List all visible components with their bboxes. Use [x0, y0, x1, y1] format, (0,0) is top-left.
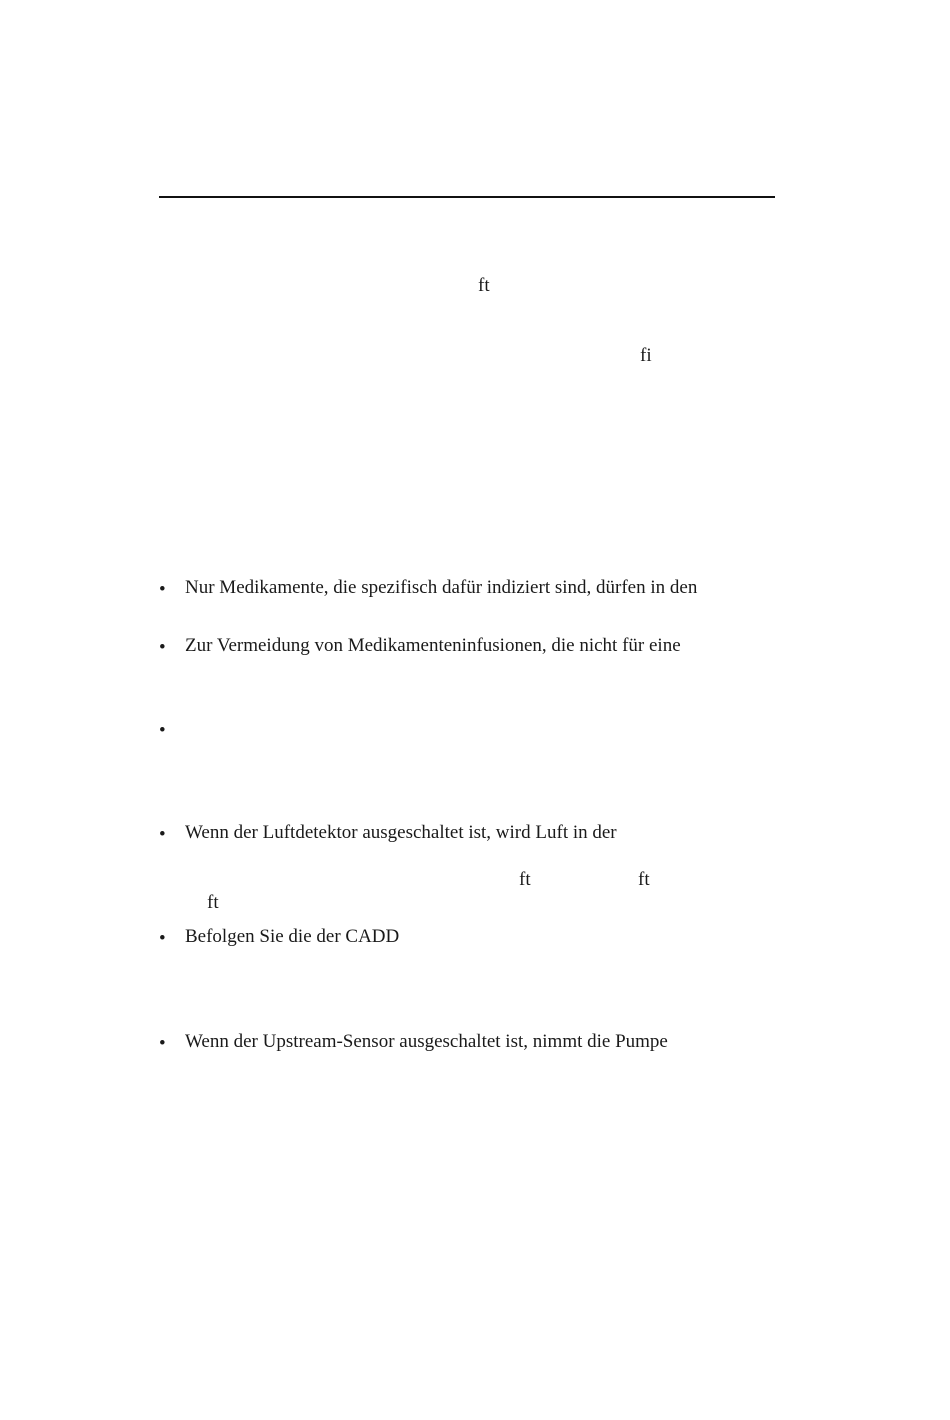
bullet-marker: • [159, 1033, 166, 1054]
bullet-marker: • [159, 824, 166, 845]
bullet-text: Wenn der Upstream-Sensor ausgeschaltet ist, nimmt die Pumpe [185, 1031, 668, 1052]
ligature-fragment: ft [207, 892, 219, 913]
bullet-text: Wenn der Luftdetektor ausgeschaltet ist, wird Luft in der [185, 822, 617, 843]
ligature-fragment: fi [640, 345, 652, 366]
ligature-fragment: ft [519, 869, 531, 890]
bullet-marker: • [159, 720, 166, 741]
bullet-text: Zur Vermeidung von Medikamenteninfusionen, die nicht für eine [185, 635, 681, 656]
bullet-marker: • [159, 637, 166, 658]
bullet-text: Befolgen Sie die der CADD [185, 926, 400, 947]
bullet-marker: • [159, 579, 166, 600]
bullet-text: Nur Medikamente, die spezifisch dafür indiziert sind, dürfen in den [185, 577, 698, 598]
ligature-fragment: ft [638, 869, 650, 890]
header-rule [159, 196, 775, 198]
ligature-fragment: ft [478, 275, 490, 296]
bullet-marker: • [159, 928, 166, 949]
